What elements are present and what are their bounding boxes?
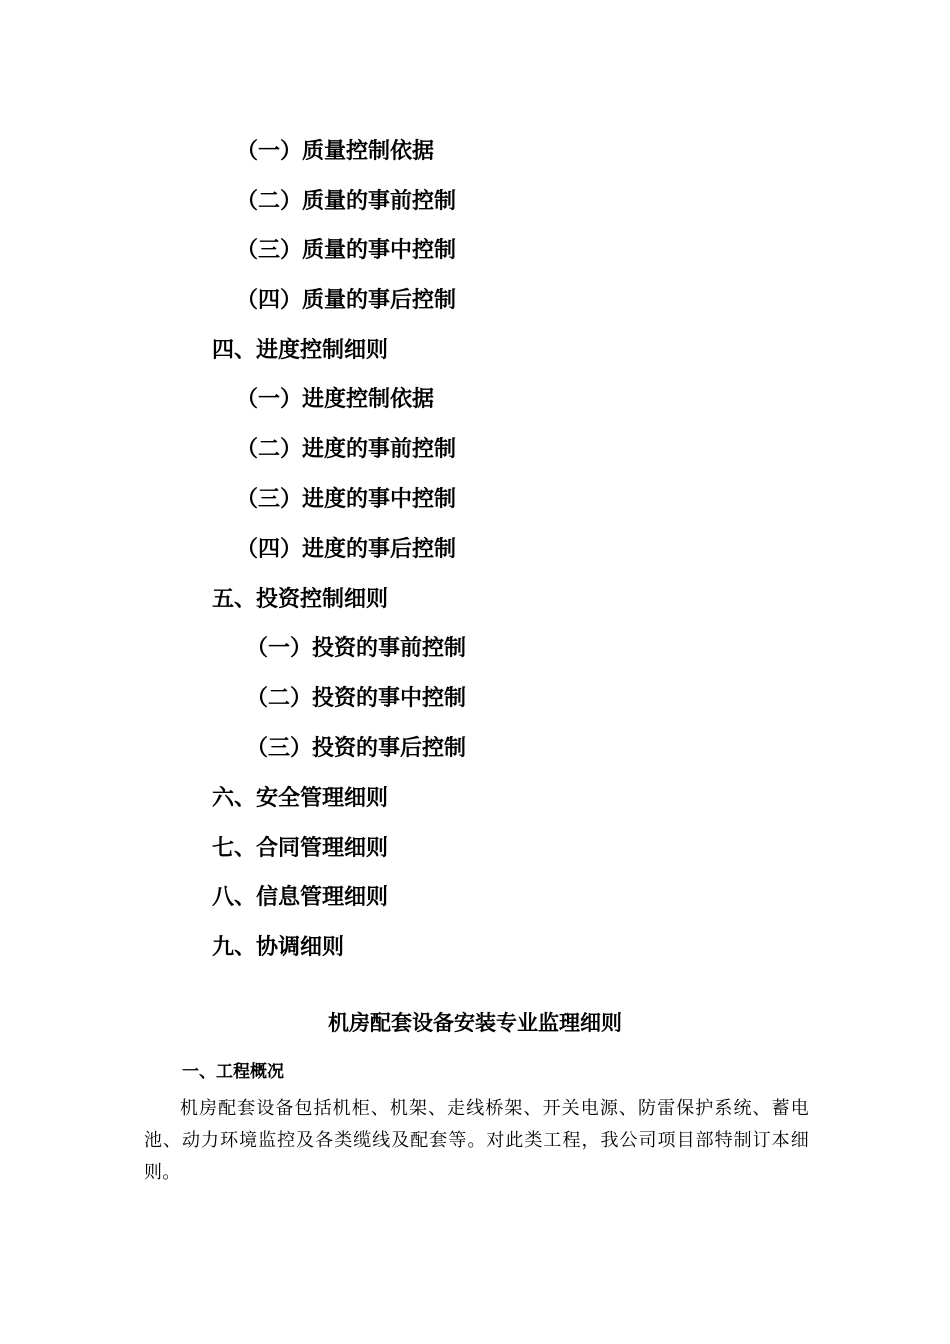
document-title: 机房配套设备安装专业监理细则 [328,1010,622,1035]
toc-section-coordination: 九、协调细则 [212,934,345,960]
section-heading: 一、工程概况 [182,1062,284,1082]
toc-item-investment-post-control: （三）投资的事后控制 [246,735,467,761]
toc-item-quality-basis: （一）质量控制依据 [236,138,435,164]
toc-item-schedule-in-control: （三）进度的事中控制 [236,486,457,512]
toc-item-quality-post-control: （四）质量的事后控制 [236,287,457,313]
toc-item-quality-in-control: （三）质量的事中控制 [236,237,457,263]
toc-item-schedule-pre-control: （二）进度的事前控制 [236,436,457,462]
toc-section-safety-management: 六、安全管理细则 [212,785,389,811]
toc-section-schedule-control: 四、进度控制细则 [212,337,389,363]
toc-section-information-management: 八、信息管理细则 [212,884,389,910]
toc-item-schedule-basis: （一）进度控制依据 [236,386,435,412]
toc-item-schedule-post-control: （四）进度的事后控制 [236,536,457,562]
toc-item-investment-in-control: （二）投资的事中控制 [246,685,467,711]
toc-section-contract-management: 七、合同管理细则 [212,835,389,861]
toc-item-quality-pre-control: （二）质量的事前控制 [236,188,457,214]
toc-item-investment-pre-control: （一）投资的事前控制 [246,635,467,661]
body-paragraph: 机房配套设备包括机柜、机架、走线桥架、开关电源、防雷保护系统、蓄电池、动力环境监控及各类缆线及配套等。对此类工程，我公司项目部特制订本细则。 [144,1098,809,1183]
toc-section-investment-control: 五、投资控制细则 [212,586,389,612]
